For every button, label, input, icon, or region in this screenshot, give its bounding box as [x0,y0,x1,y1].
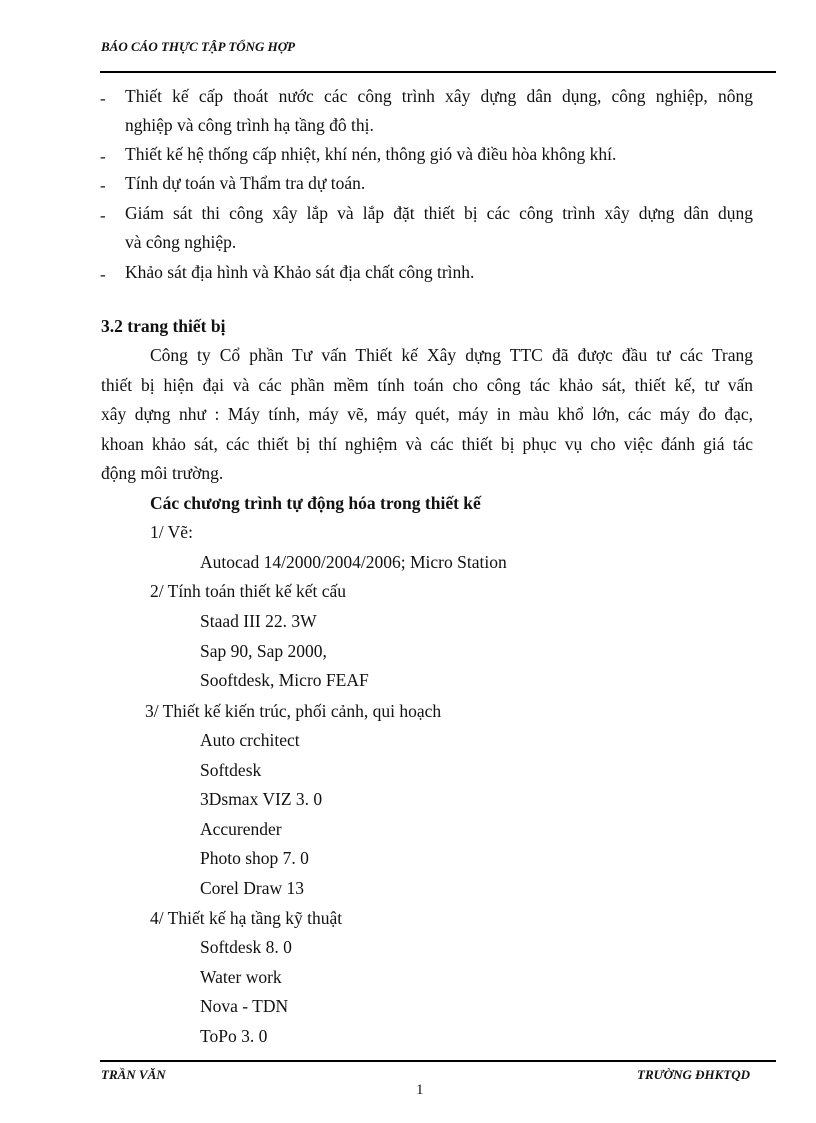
header-rule [100,71,776,73]
bullet-2: Thiết kế hệ thống cấp nhiệt, khí nén, thông gió và điều hòa không khí. [125,144,617,164]
footer-school: TRƯỜNG ĐHKTQD [637,1067,750,1082]
list-item: Sooftdesk, Micro FEAF [200,670,369,690]
group-4-title: 4/ Thiết kế hạ tầng kỹ thuật [150,908,343,928]
bullet-marker: - [100,176,106,195]
paragraph-line-5: động môi trường. [101,463,224,483]
list-item: Photo shop 7. 0 [200,848,309,868]
list-item: Staad III 22. 3W [200,611,317,631]
bullet-5: Khảo sát địa hình và Khảo sát địa chất công trình. [125,262,475,282]
bullet-4-line-2: và công nghiệp. [125,232,237,252]
bullet-4-line-1: Giám sát thi công xây lắp và lắp đặt thiết bị các công trình xây dựng dân dụng [125,203,753,223]
paragraph-line-3: xây dựng như : Máy tính, máy vẽ, máy quét, máy in màu khổ lớn, các máy đo đạc, [101,404,753,424]
bullet-1-line-2: nghiệp và công trình hạ tầng đô thị. [125,115,374,135]
bullet-1-line-1: Thiết kế cấp thoát nước các công trình xây dựng dân dụng, công nghiệp, nông [125,86,753,106]
list-item: Softdesk 8. 0 [200,937,292,957]
list-item: Nova - TDN [200,996,289,1016]
paragraph-line-1: Công ty Cổ phần Tư vấn Thiết kế Xây dựng TTC đã được đầu tư các Trang [150,345,753,365]
page-number: 1 [416,1082,424,1098]
list-item: Sap 90, Sap 2000, [200,641,327,661]
group-3-title: 3/ Thiết kế kiến trúc, phối cảnh, qui hoạch [145,701,442,721]
bullet-marker: - [100,147,106,166]
footer-author: TRẦN VĂN [101,1067,166,1082]
bullet-marker: - [100,265,106,284]
list-item: Water work [200,967,282,987]
group-1-title: 1/ Vẽ: [150,522,193,542]
header-title: BÁO CÁO THỰC TẬP TỔNG HỢP [101,39,296,54]
group-2-title: 2/ Tính toán thiết kế kết cấu [150,581,347,601]
paragraph-line-4: khoan khảo sát, các thiết bị thí nghiệm và các thiết bị phục vụ cho việc đánh giá tác [101,434,753,454]
list-item: ToPo 3. 0 [200,1026,268,1046]
list-item: Accurender [200,819,282,839]
bullet-marker: - [100,206,106,225]
paragraph-line-2: thiết bị hiện đại và các phần mềm tính toán cho công tác khảo sát, thiết kế, tư vấn [101,375,753,395]
programs-subheading: Các chương trình tự động hóa trong thiết kế [150,493,481,513]
list-item: 3Dsmax VIZ 3. 0 [200,789,323,809]
footer-rule [100,1060,776,1062]
list-item: Softdesk [200,760,262,780]
bullet-marker: - [100,89,106,108]
list-item: Auto crchitect [200,730,300,750]
list-item: Corel Draw 13 [200,878,305,898]
section-heading: 3.2 trang thiết bị [101,316,226,336]
list-item: Autocad 14/2000/2004/2006; Micro Station [200,552,507,572]
bullet-3: Tính dự toán và Thẩm tra dự toán. [125,173,366,193]
